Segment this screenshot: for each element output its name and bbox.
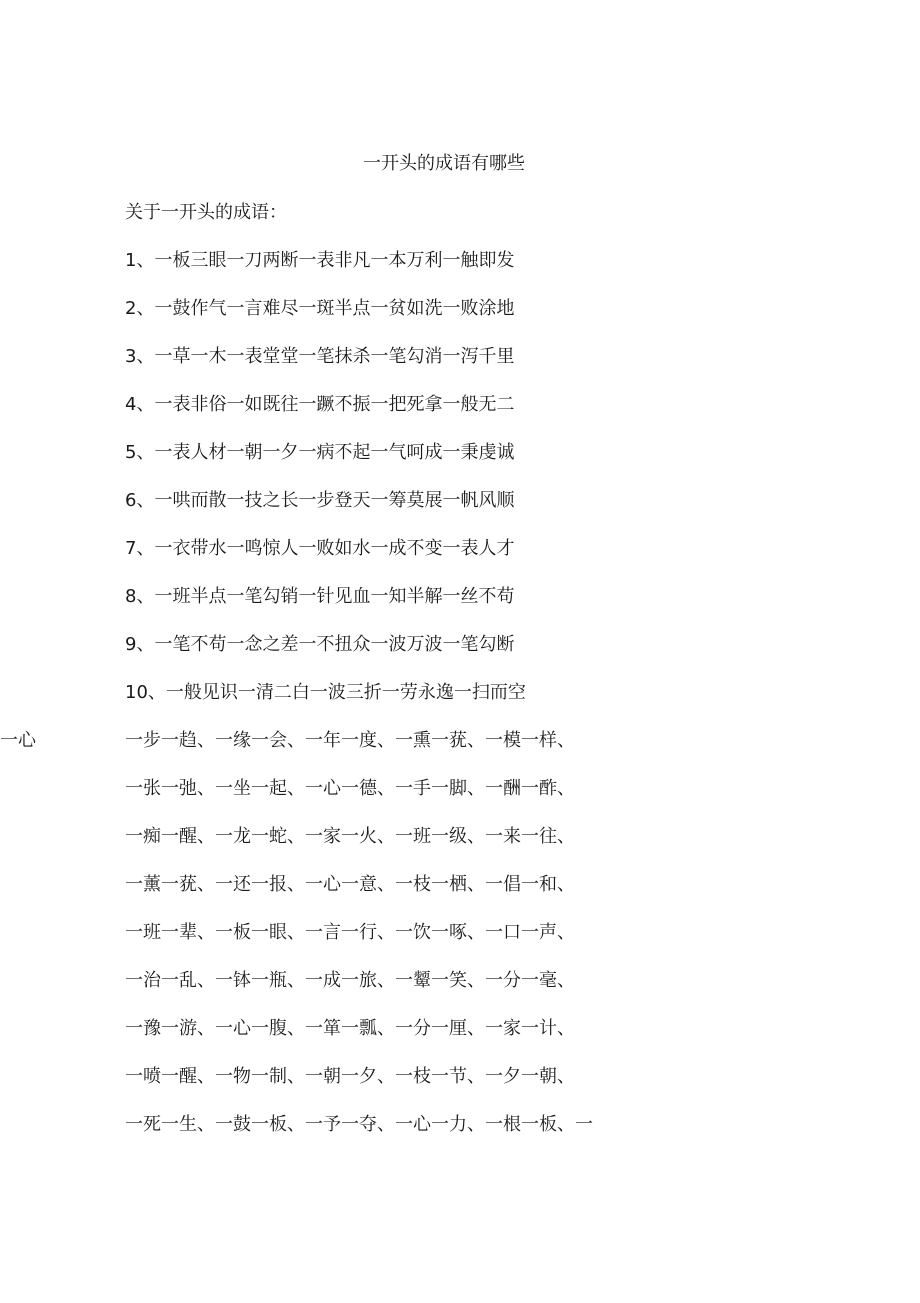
numbered-idiom-list bbox=[125, 249, 526, 729]
side-label: 一心 bbox=[0, 730, 36, 751]
page-title: 一开头的成语有哪些 bbox=[363, 153, 525, 174]
idiom-row: 一班一辈、一板一眼、一言一行、一饮一啄、一口一声、 bbox=[125, 922, 575, 943]
list-item: 7、一衣带水一鸣惊人一败如水一成不变一表人才 bbox=[125, 538, 515, 559]
idiom-row: 一死一生、一鼓一板、一予一夺、一心一力、一根一板、一 bbox=[125, 1114, 593, 1135]
idiom-row: 一步一趋、一缘一会、一年一度、一熏一莸、一模一样、 bbox=[125, 730, 575, 751]
idiom-row: 一喷一醒、一物一制、一朝一夕、一枝一节、一夕一朝、 bbox=[125, 1066, 575, 1087]
idiom-rows bbox=[125, 729, 593, 1161]
idiom-row: 一痴一醒、一龙一蛇、一家一火、一班一级、一来一往、 bbox=[125, 826, 575, 847]
list-item: 1、一板三眼一刀两断一表非凡一本万利一触即发 bbox=[125, 250, 515, 271]
list-item: 5、一表人材一朝一夕一病不起一气呵成一秉虔诚 bbox=[125, 442, 515, 463]
list-item: 6、一哄而散一技之长一步登天一筹莫展一帆风顺 bbox=[125, 490, 515, 511]
list-item: 4、一表非俗一如既往一蹶不振一把死拿一般无二 bbox=[125, 394, 515, 415]
list-item: 3、一草一木一表堂堂一笔抹杀一笔勾消一泻千里 bbox=[125, 346, 515, 367]
list-item: 2、一鼓作气一言难尽一斑半点一贫如洗一败涂地 bbox=[125, 298, 515, 319]
idiom-row: 一豫一游、一心一腹、一箪一瓢、一分一厘、一家一计、 bbox=[125, 1018, 575, 1039]
idiom-row: 一张一弛、一坐一起、一心一德、一手一脚、一酬一酢、 bbox=[125, 778, 575, 799]
list-item: 10、一般见识一清二白一波三折一劳永逸一扫而空 bbox=[125, 682, 526, 703]
intro-text: 关于一开头的成语： bbox=[125, 202, 287, 223]
idiom-row: 一薰一莸、一还一报、一心一意、一枝一栖、一倡一和、 bbox=[125, 874, 575, 895]
list-item: 8、一班半点一笔勾销一针见血一知半解一丝不苟 bbox=[125, 586, 515, 607]
idiom-row: 一治一乱、一钵一瓶、一成一旅、一颦一笑、一分一毫、 bbox=[125, 970, 575, 991]
list-item: 9、一笔不苟一念之差一不扭众一波万波一笔勾断 bbox=[125, 634, 515, 655]
